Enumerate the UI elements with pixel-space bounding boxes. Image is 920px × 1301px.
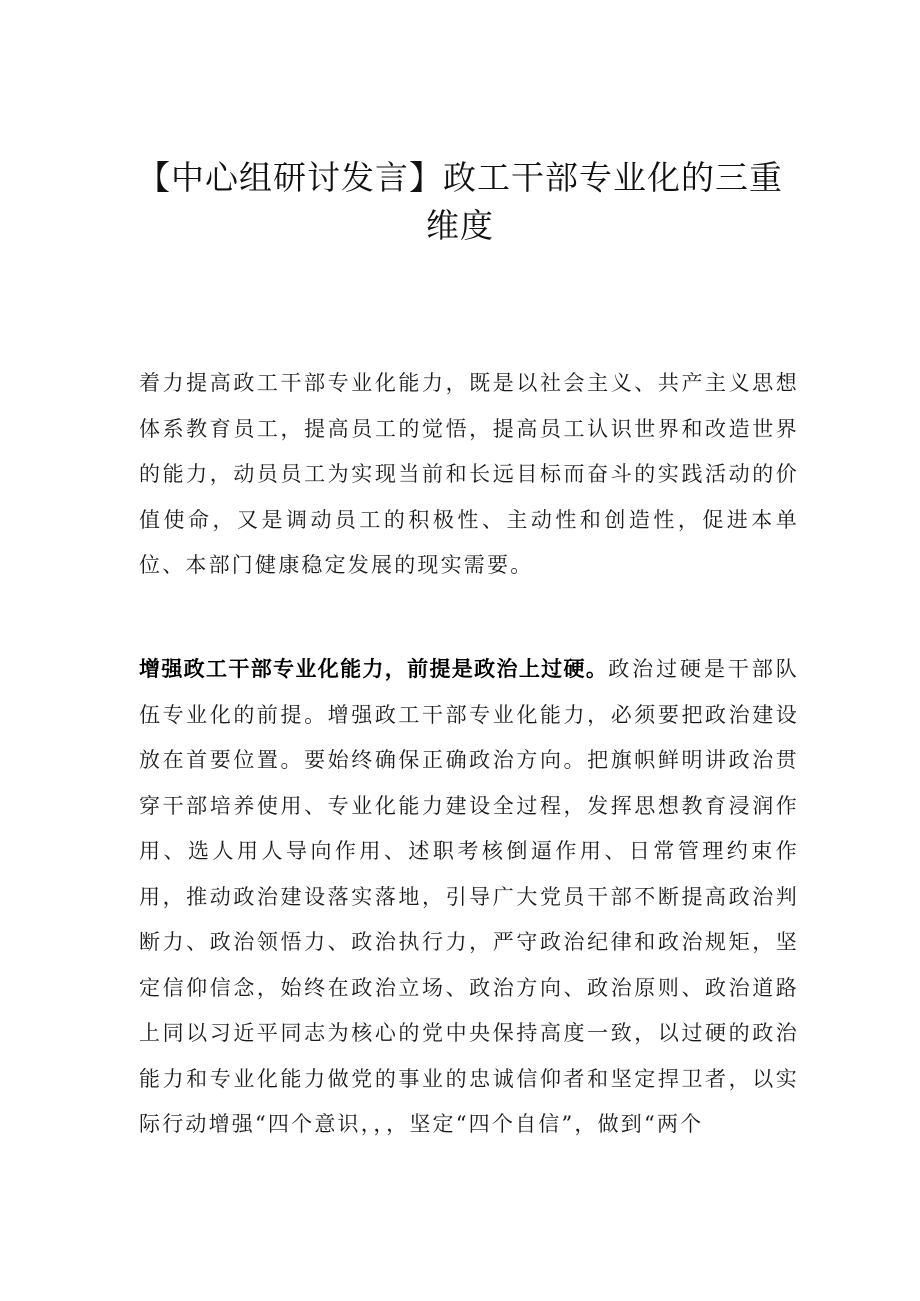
paragraph-body-text: 政治过硬是干部队伍专业化的前提。增强政工干部专业化能力，必须要把政治建设放在首要位置。要始终确保正确政治方向。把旗帜鲜明讲政治贯穿干部培养使用、专业化能力建设全过程，发挥思想教育浸润作用、选人用人导向作用、述职考核倒逼作用、日常管理约束作用，推动政治建设落实落地，引导广大党员干部不断提高政治判断力、政治领悟力、政治执行力，严守政治纪律和政治规矩，坚定信仰信念，始终在政治立场、政治方向、政治原则、政治道路上同以习近平同志为核心的党中央保持高度一致，以过硬的政治能力和专业化能力做党的事业的忠诚信仰者和坚定捍卫者，以实际行动增强“四个意识，，，坚定“四个自信”，做到“两个 [139,657,799,1136]
paragraph-lead-sentence: 增强政工干部专业化能力，前提是政治上过硬。 [139,657,609,681]
section-paragraph-political [139,647,799,1148]
document-title-line-2: 维度 [426,206,494,245]
document-title-line-1: 【中心组研讨发言】政工干部专业化的三重 [137,158,783,197]
intro-paragraph: 着力提高政工干部专业化能力，既是以社会主义、共产主义思想体系教育员工，提高员工的觉悟，提高员工认识世界和改造世界的能力，动员员工为实现当前和长远目标而奋斗的实践活动的价值使命，又是调动员工的积极性、主动性和创造性，促进本单位、本部门健康稳定发展的现实需要。 [139,371,799,577]
